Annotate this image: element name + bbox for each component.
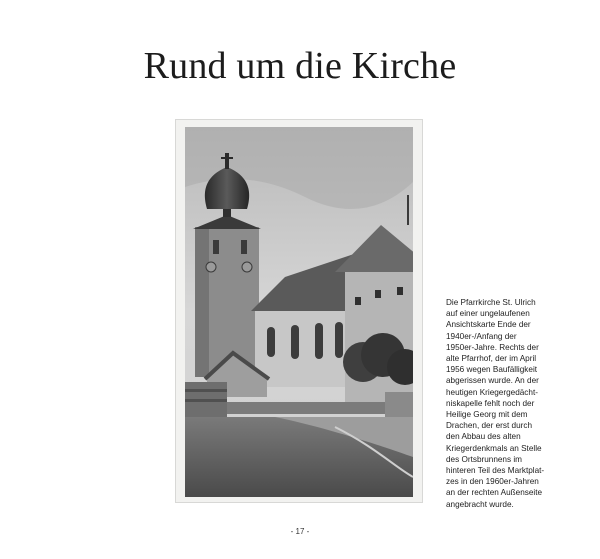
caption-line: heutigen Kriegergedächt-	[446, 387, 538, 397]
caption-line: angebracht wurde.	[446, 499, 514, 509]
photo-caption	[446, 297, 586, 510]
caption-line: des Ortsbrunnens im	[446, 454, 522, 464]
page-title: Rund um die Kirche	[143, 45, 457, 87]
caption-line: Die Pfarrkirche St. Ulrich	[446, 298, 536, 307]
caption-line: abgerissen wurde. An der	[446, 376, 539, 386]
page-number: - 17 -	[290, 527, 310, 536]
caption-line: Heilige Georg mit dem	[446, 410, 528, 420]
caption-line: Ansichtskarte Ende der	[446, 320, 531, 330]
caption-line: alte Pfarrhof, der im April	[446, 354, 537, 364]
caption-line: zes in den 1960er-Jahren	[446, 477, 539, 487]
caption-line: an der rechten Außenseite	[446, 488, 543, 498]
caption-line: 1950er-Jahre. Rechts der	[446, 342, 539, 352]
church-photo	[185, 127, 413, 497]
caption-line: hinteren Teil des Marktplat-	[446, 466, 545, 476]
caption-line: 1940er-/Anfang der	[446, 331, 517, 341]
photo-postcard	[176, 120, 422, 502]
caption-line: 1956 wegen Baufälligkeit	[446, 365, 538, 375]
caption-line: Kriegerdenkmals an Stelle	[446, 443, 542, 453]
caption-line: auf einer ungelaufenen	[446, 309, 530, 319]
caption-line: den Abbau des alten	[446, 432, 521, 442]
caption-line: niskapelle fehlt noch der	[446, 398, 535, 408]
caption-line: Drachen, der erst durch	[446, 421, 533, 431]
